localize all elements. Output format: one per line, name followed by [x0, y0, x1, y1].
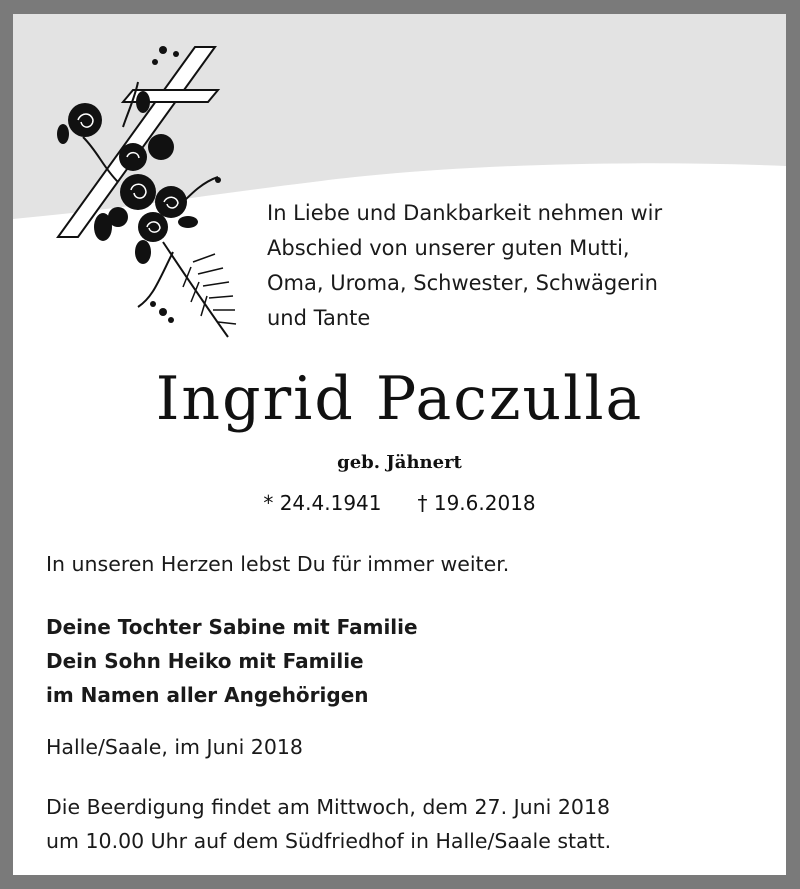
place-date: Halle/Saale, im Juni 2018 [46, 735, 303, 759]
funeral-info [46, 790, 611, 858]
intro-line: und Tante [267, 306, 371, 330]
funeral-line: Die Beerdigung findet am Mittwoch, dem 27. Juni 2018 [46, 795, 611, 819]
mourner-line: Dein Sohn Heiko mit Familie [46, 649, 364, 673]
mourner-line: Deine Tochter Sabine mit Familie [46, 615, 418, 639]
birth-date: * 24.4.1941 [263, 491, 382, 515]
mourner-line: im Namen aller Angehörigen [46, 683, 369, 707]
mourners-list [46, 610, 418, 712]
motto: In unseren Herzen lebst Du für immer weiter. [46, 552, 510, 576]
cross-with-roses-icon [43, 42, 253, 342]
birth-name: geb. Jähnert [337, 452, 462, 473]
obituary-notice [13, 14, 786, 875]
death-date: † 19.6.2018 [417, 491, 536, 515]
deceased-name: Ingrid Paczulla [155, 364, 644, 434]
intro-line: Oma, Uroma, Schwester, Schwägerin [267, 271, 658, 295]
intro-line: Abschied von unserer guten Mutti, [267, 236, 630, 260]
life-dates [13, 491, 786, 515]
intro-line: In Liebe und Dankbarkeit nehmen wir [267, 201, 663, 225]
funeral-line: um 10.00 Uhr auf dem Südfriedhof in Halle/Saale statt. [46, 829, 612, 853]
intro-text [267, 196, 767, 336]
